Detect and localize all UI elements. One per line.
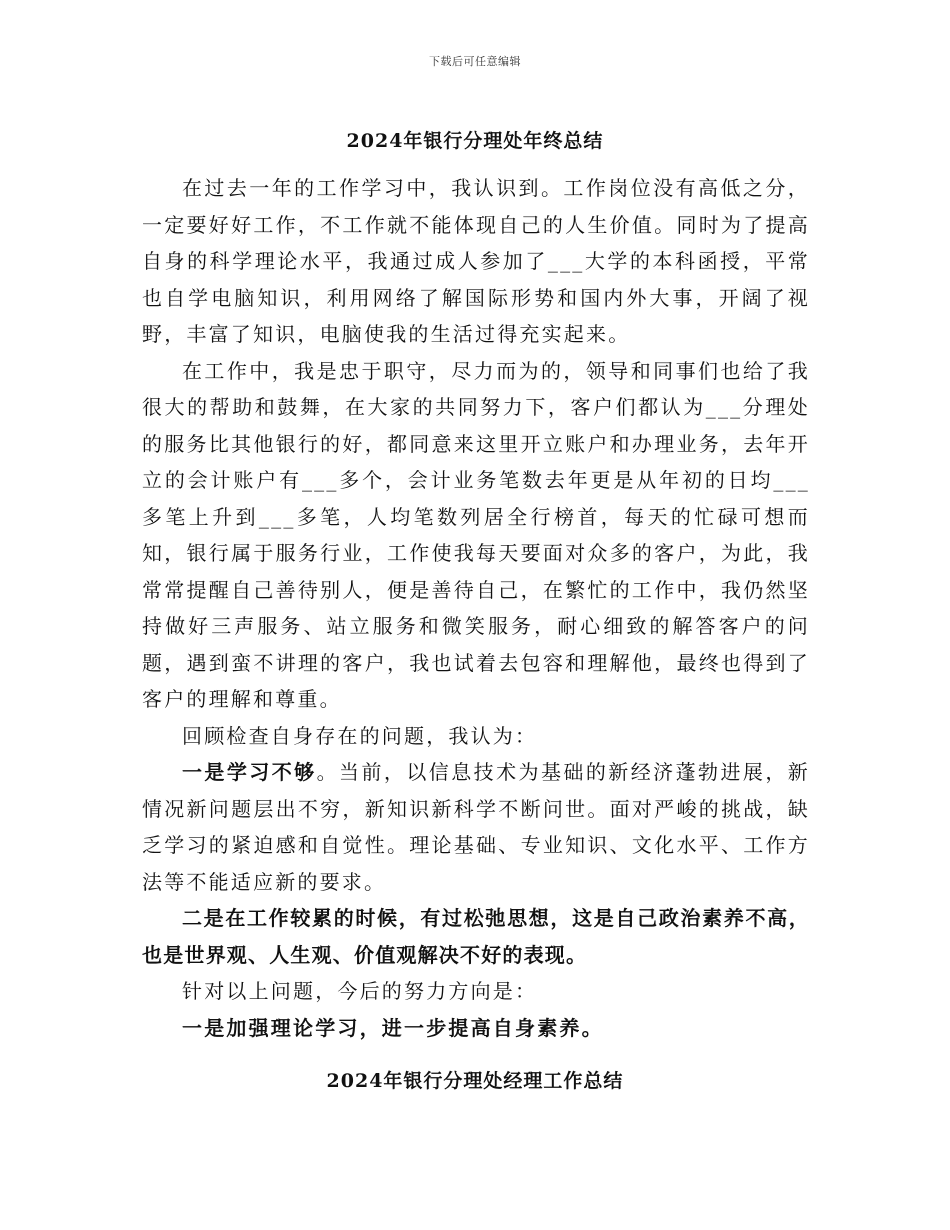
paragraph-1: 在过去一年的工作学习中，我认识到。工作岗位没有高低之分，一定要好好工作，不工作就不能体现自己的人生价值。同时为了提高自身的科学理论水平，我通过成人参加了___大学的本科函授，平常也自学电脑知识，利用网络了解国际形势和国内外大事，开阔了视野，丰富了知识，电脑使我的生活过得充实起来。 — [142, 176, 810, 346]
paragraph-4 — [142, 754, 810, 900]
paragraph-7: 一是加强理论学习，进一步提高自身素养。 — [182, 1015, 604, 1040]
paragraph-2: 在工作中，我是忠于职守，尽力而为的，领导和同事们也给了我很大的帮助和鼓舞，在大家的共同努力下，客户们都认为___分理处的服务比其他银行的好，都同意来这里开立账户和办理业务，去年开立的会计账户有___多个，会计业务笔数去年更是从年初的日均___多笔上升到___多笔，人均笔数列居全行榜首，每天的忙碌可想而知，银行属于服务行业，工作使我每天要面对众多的客户，为此，我常常提醒自己善待别人，便是善待自己，在繁忙的工作中，我仍然坚持做好三声服务、站立服务和微笑服务，耐心细致的解答客户的问题，遇到蛮不讲理的客户，我也试着去包容和理解他，最终也得到了客户的理解和尊重。 — [142, 358, 810, 711]
paragraph-4-lead: 一是学习不够 — [182, 760, 317, 784]
header-note: 下载后可任意编辑 — [429, 55, 521, 68]
document-body — [142, 170, 810, 1046]
paragraph-4-rest: 。当前，以信息技术为基础的新经济蓬勃进展，新情况新问题层出不穷，新知识新科学不断问世。面对严峻的挑战，缺乏学习的紧迫感和自觉性。理论基础、专业知识、文化水平、工作方法等不能适应新的要求。 — [142, 760, 810, 894]
paragraph-3: 回顾检查自身存在的问题，我认为： — [182, 723, 538, 748]
paragraph-6: 针对以上问题，今后的努力方向是： — [182, 979, 538, 1003]
next-document-title: 2024年银行分理处经理工作总结 — [326, 1070, 624, 1092]
paragraph-5: 二是在工作较累的时候，有过松弛思想，这是自己政治素养不高，也是世界观、人生观、价值观解决不好的表现。 — [142, 906, 810, 967]
document-title: 2024年银行分理处年终总结 — [346, 130, 604, 152]
